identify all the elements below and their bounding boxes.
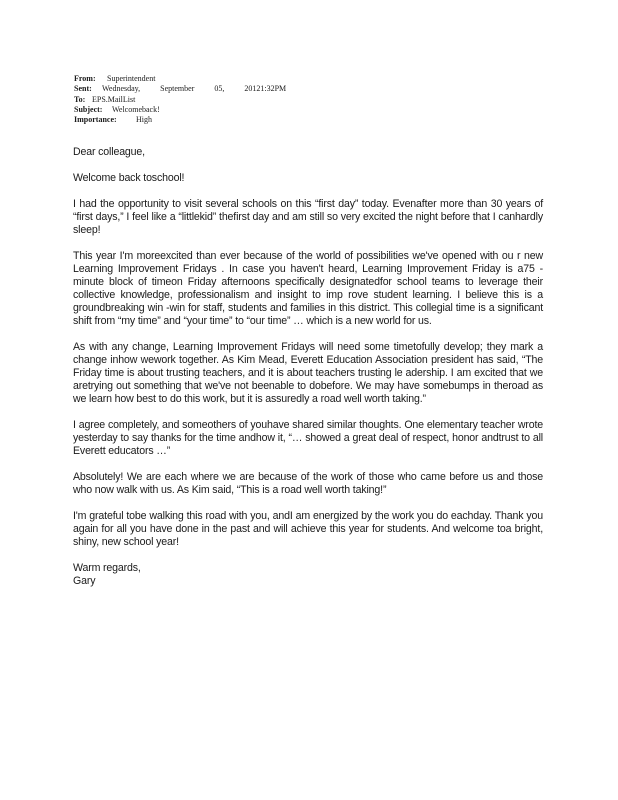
email-body <box>73 146 543 588</box>
paragraph-agreement: I agree completely, and someothers of youhave shared similar thoughts. One elementary teacher wrote yesterday to say thanks for the time andhow it, “… showed a great deal of respect, honor andtrust to all Everett educators …” <box>73 419 543 457</box>
subject-row <box>74 105 286 115</box>
importance-label: Importance: <box>74 115 117 125</box>
paragraph-absolutely: Absolutely! We are each where we are because of the work of those who came before us and those who now walk with us. As Kim said, “This is a road well worth taking!” <box>73 471 543 496</box>
to-label: To: <box>74 94 86 104</box>
paragraph-first-day: I had the opportunity to visit several schools on this “first day” today. Evenafter more than 30 years of “first days,” I feel like a “littlekid” thefirst day and am still so very excited the night before that I canhardly sleep! <box>73 198 543 236</box>
importance-value: High <box>136 115 152 125</box>
sent-row <box>74 84 286 94</box>
paragraph-change: As with any change, Learning Improvement Fridays will need some timetofully develop; they mark a change inhow wework together. As Kim Mead, Everett Education Association president has said, “The Friday time is about trusting teachers, and it is about teachers trusting le adership. I am excited that we aretrying out something that we've not beenable to dobefore. We may have somebumps in theroad as we learn how best to do this work, but it is assuredly a road well worth taking.” <box>73 341 543 405</box>
closing: Warm regards, <box>73 562 141 574</box>
paragraph-learning-fridays: This year I'm moreexcited than ever because of the world of possibilities we've opened with ou r new Learning Improvement Fridays . In case you haven't heard, Learning Improvement Friday is a75 -minute block of timeon Friday afternoons specifically designatedfor school teams to leverage their collective knowledge, professionalism and insight to imp rove student learning. I believe this is a groundbreaking win -win for staff, students and families in this district. This collegial time is a significant shift from “my time” and “your time” to “our time” … which is a new world for us. <box>73 250 543 327</box>
from-row <box>74 74 286 84</box>
greeting: Dear colleague, <box>73 146 145 158</box>
subject-label: Subject: <box>74 104 103 114</box>
sent-label: Sent: <box>74 84 92 94</box>
from-value: Superintendent <box>107 74 156 83</box>
email-header <box>74 74 286 125</box>
to-value: EPS.MailList <box>92 94 136 104</box>
to-row <box>74 95 286 105</box>
signature: Gary <box>73 575 96 587</box>
paragraph-gratitude: I'm grateful tobe walking this road with you, andI am energized by the work you do eachday. Thank you again for all you have done in the past and will achieve this year for students. And welcome toa bright, shiny, new school year! <box>73 510 543 548</box>
subject-value: Welcomeback! <box>112 104 160 114</box>
from-label: From: <box>74 74 96 83</box>
sent-value: Wednesday, September 05, 20121:32PM <box>102 84 287 94</box>
importance-row <box>74 115 286 125</box>
welcome-line: Welcome back toschool! <box>73 172 185 184</box>
